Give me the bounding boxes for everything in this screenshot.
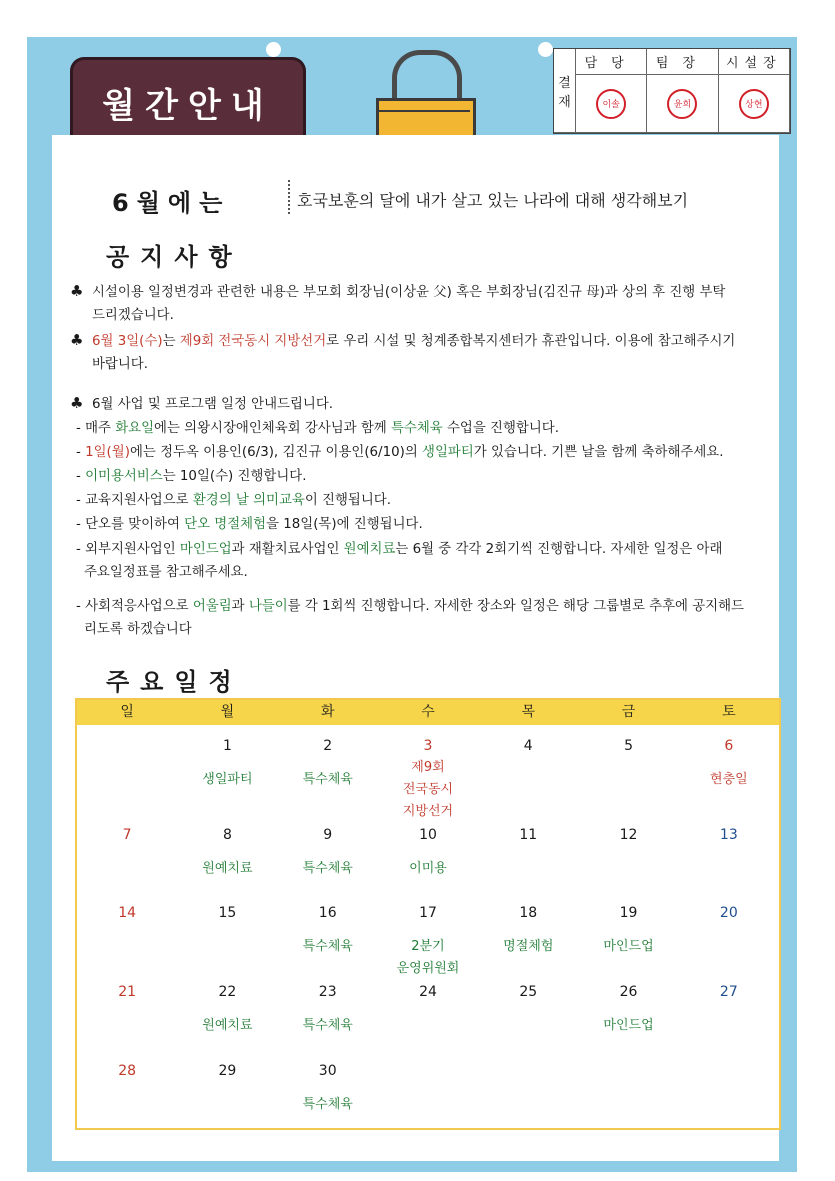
day-number — [679, 1060, 779, 1082]
calendar-day-cell — [478, 1060, 578, 1116]
binder-hole — [538, 42, 553, 57]
program-bullet: - 교육지원사업으로 환경의 날 의미교육이 진행됩니다. — [76, 493, 391, 508]
approval-col-team-lead: 팀장 — [647, 49, 718, 75]
calendar-day-cell — [278, 824, 378, 880]
approval-side-label: 결 재 — [554, 49, 576, 133]
program-bullet: - 매주 화요일에는 의왕시장애인체육회 강사님과 함께 특수체육 수업을 진행합니다. — [76, 421, 559, 436]
club-icon: ♣ — [70, 282, 84, 300]
calendar-week-row — [77, 824, 779, 880]
seal-stamp: 상현 — [739, 89, 769, 119]
day-number: 22 — [218, 984, 237, 1000]
day-number: 26 — [619, 984, 638, 1000]
calendar-day-cell — [77, 824, 177, 880]
program-bullet: - 사회적응사업으로 어울림과 나들이를 각 1회씩 진행합니다. 자세한 장소와 일정은 해당 그룹별로 추후에 공지해드 리도록 하겠습니다 — [76, 599, 744, 637]
notice-heading: 공지사항 — [106, 243, 243, 271]
seal-stamp: 윤희 — [667, 89, 697, 119]
notice-item: ♣ 6월 3일(수)는 제9회 전국동시 지방선거로 우리 시설 및 청계종합복지센터가 휴관입니다. 이용에 참고해주시기 바랍니다. — [70, 331, 736, 372]
calendar-day-cell — [378, 824, 478, 880]
day-number: 15 — [218, 905, 237, 921]
calendar-day-cell — [77, 902, 177, 980]
calendar-day-cell — [679, 735, 779, 823]
day-number: 2 — [323, 738, 333, 754]
month-title: 6월에는 — [112, 189, 231, 217]
weekday-label: 토 — [722, 704, 736, 720]
day-event: 제9회 — [411, 760, 445, 775]
day-number: 1 — [222, 738, 232, 754]
day-event: 특수체육 — [302, 939, 353, 954]
day-event: 2분기 — [411, 939, 445, 954]
day-number: 8 — [222, 827, 232, 843]
day-number: 14 — [118, 905, 137, 921]
day-event: 특수체육 — [302, 1097, 353, 1112]
day-event: 마인드업 — [603, 939, 654, 954]
day-number: 27 — [719, 984, 738, 1000]
calendar-day-cell — [478, 824, 578, 880]
program-bullet: - 1일(월)에는 정두옥 이용인(6/3), 김진규 이용인(6/10)의 생일파티가 있습니다. 기쁜 날을 함께 축하해주세요. — [76, 445, 724, 460]
tab-title: 월간안내 — [102, 86, 274, 126]
day-event: 생일파티 — [202, 772, 253, 787]
day-number: 25 — [519, 984, 538, 1000]
day-number: 29 — [218, 1063, 237, 1079]
day-event: 원예치료 — [202, 1018, 253, 1033]
day-number — [77, 735, 177, 757]
day-number: 21 — [118, 984, 137, 1000]
calendar-day-cell — [177, 824, 277, 880]
day-number: 12 — [619, 827, 638, 843]
calendar-week-row — [77, 1060, 779, 1116]
day-event: 명절체험 — [503, 939, 554, 954]
day-event: 전국동시 — [402, 782, 454, 797]
divider — [288, 180, 290, 214]
calendar-day-cell — [679, 981, 779, 1037]
day-number: 20 — [719, 905, 738, 921]
calendar-day-cell — [378, 902, 478, 980]
day-number: 18 — [519, 905, 538, 921]
seal-stamp: 이솔 — [596, 89, 626, 119]
calendar-week-row — [77, 902, 779, 980]
schedule-heading: 주요일정 — [106, 668, 243, 696]
calendar-day-cell — [679, 824, 779, 880]
program-bullet: - 단오를 맞이하여 단오 명절체험을 18일(목)에 진행됩니다. — [76, 517, 423, 532]
calendar-day-cell — [679, 902, 779, 980]
title-tab — [70, 57, 306, 135]
approval-col-manager: 담당 — [576, 49, 647, 75]
calendar-day-cell — [77, 735, 177, 823]
day-event: 마인드업 — [603, 1018, 654, 1033]
calendar-day-cell — [177, 1060, 277, 1116]
calendar-weekday-header — [77, 700, 779, 725]
month-theme: 호국보훈의 달에 내가 살고 있는 나라에 대해 생각해보기 — [297, 191, 689, 210]
notice-item: ♣ 시설이용 일정변경과 관련한 내용은 부모회 회장님(이상윤 父) 혹은 부회장님(김진규 母)과 상의 후 진행 부탁 드리겠습니다. — [70, 282, 726, 323]
calendar-day-cell — [578, 1060, 678, 1116]
day-event: 특수체육 — [302, 861, 353, 876]
calendar-day-cell — [478, 735, 578, 823]
weekday-label: 목 — [521, 704, 536, 720]
calendar-day-cell — [478, 981, 578, 1037]
club-icon: ♣ — [70, 331, 84, 349]
calendar-day-cell — [278, 981, 378, 1037]
weekday-label: 금 — [621, 704, 636, 720]
day-event: 특수체육 — [302, 772, 353, 787]
calendar-day-cell — [177, 735, 277, 823]
calendar-day-cell — [378, 981, 478, 1037]
day-event: 현충일 — [709, 772, 748, 787]
approval-col-director: 시설장 — [719, 49, 790, 75]
calendar-week-row — [77, 981, 779, 1037]
weekday-label: 일 — [120, 704, 134, 720]
day-number: 7 — [122, 827, 132, 843]
day-event: 운영위원회 — [396, 961, 460, 976]
calendar-day-cell — [278, 735, 378, 823]
day-event: 원예치료 — [202, 861, 253, 876]
club-icon: ♣ — [70, 394, 84, 412]
calendar-day-cell — [77, 1060, 177, 1116]
day-event: 이미용 — [409, 861, 447, 876]
calendar-day-cell — [578, 824, 678, 880]
binder-hole — [266, 42, 281, 57]
day-number: 6 — [724, 738, 734, 754]
day-number: 5 — [624, 738, 633, 754]
program-bullet: - 외부지원사업인 마인드업과 재활치료사업인 원예치료는 6월 중 각각 2회기씩 진행합니다. 자세한 일정은 아래 주요일정표를 참고해주세요. — [76, 542, 723, 580]
day-number: 10 — [419, 827, 437, 843]
day-number — [378, 1060, 478, 1082]
calendar-day-cell — [278, 1060, 378, 1116]
calendar-day-cell — [378, 735, 478, 823]
day-number: 28 — [118, 1063, 137, 1079]
weekday-label: 수 — [421, 704, 435, 720]
calendar-day-cell — [578, 735, 678, 823]
approval-table — [553, 48, 791, 134]
weekday-label: 화 — [320, 704, 335, 720]
day-number — [578, 1060, 678, 1082]
calendar-day-cell — [77, 981, 177, 1037]
day-number: 19 — [619, 905, 638, 921]
notice-item: ♣ 6월 사업 및 프로그램 일정 안내드립니다. — [70, 392, 775, 416]
calendar-day-cell — [578, 902, 678, 980]
schedule-calendar — [75, 698, 781, 1130]
calendar-day-cell — [177, 981, 277, 1037]
day-number: 17 — [419, 905, 437, 921]
day-event: 지방선거 — [402, 804, 454, 819]
calendar-day-cell — [578, 981, 678, 1037]
weekday-label: 월 — [220, 704, 235, 720]
day-number: 16 — [318, 905, 337, 921]
calendar-day-cell — [278, 902, 378, 980]
day-number: 4 — [523, 738, 533, 754]
day-number — [478, 1060, 578, 1082]
day-number: 11 — [519, 827, 538, 843]
program-bullet: - 이미용서비스는 10일(수) 진행합니다. — [76, 469, 307, 484]
day-number: 24 — [419, 984, 437, 1000]
day-number: 23 — [318, 984, 337, 1000]
calendar-day-cell — [378, 1060, 478, 1116]
calendar-day-cell — [177, 902, 277, 980]
day-number: 13 — [719, 827, 738, 843]
calendar-day-cell — [679, 1060, 779, 1116]
day-number: 9 — [323, 827, 333, 843]
day-number: 3 — [423, 738, 433, 754]
calendar-week-row — [77, 735, 779, 823]
day-number: 30 — [318, 1063, 337, 1079]
calendar-day-cell — [478, 902, 578, 980]
day-event: 특수체육 — [302, 1018, 353, 1033]
